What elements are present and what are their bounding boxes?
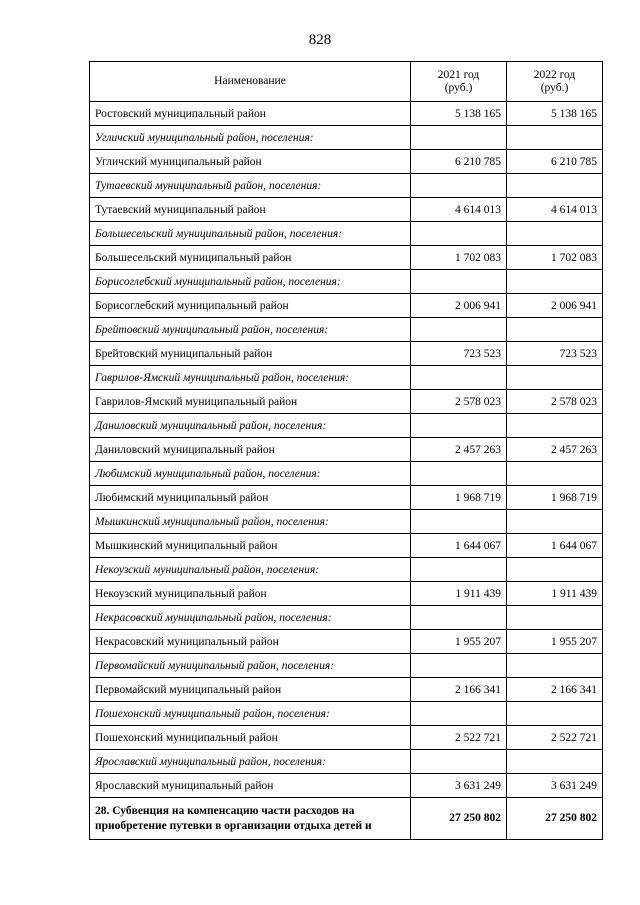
cell-2021	[411, 366, 507, 390]
table-row	[90, 390, 603, 414]
cell-2022: 2 578 023	[507, 390, 603, 414]
cell-2022: 6 210 785	[507, 150, 603, 174]
cell-name: Мышкинский муниципальный район	[90, 534, 411, 558]
table-row	[90, 102, 603, 126]
table-row-subheading	[90, 462, 603, 486]
table-header	[90, 62, 603, 102]
cell-2021	[411, 654, 507, 678]
cell-2021: 27 250 802	[411, 798, 507, 840]
table-row-total	[90, 798, 603, 840]
cell-name: Большесельский муниципальный район	[90, 246, 411, 270]
cell-2021: 2 522 721	[411, 726, 507, 750]
cell-name: Ярославский муниципальный район	[90, 774, 411, 798]
cell-name: Некоузский муниципальный район	[90, 582, 411, 606]
cell-2021	[411, 462, 507, 486]
cell-2021: 3 631 249	[411, 774, 507, 798]
table-row	[90, 486, 603, 510]
cell-2021: 1 968 719	[411, 486, 507, 510]
cell-2021	[411, 750, 507, 774]
cell-2022: 1 968 719	[507, 486, 603, 510]
cell-name: Даниловский муниципальный район	[90, 438, 411, 462]
cell-2021: 1 955 207	[411, 630, 507, 654]
cell-name: 28. Субвенция на компенсацию части расходов на приобретение путевки в организации отдыха детей и	[90, 798, 411, 840]
cell-2021	[411, 702, 507, 726]
cell-name: Первомайский муниципальный район	[90, 678, 411, 702]
cell-2022: 27 250 802	[507, 798, 603, 840]
cell-2022: 2 006 941	[507, 294, 603, 318]
table-row	[90, 438, 603, 462]
table-row	[90, 150, 603, 174]
table-row-subheading	[90, 654, 603, 678]
cell-2022: 1 955 207	[507, 630, 603, 654]
cell-name: Угличский муниципальный район, поселения:	[90, 126, 411, 150]
cell-2022: 4 614 013	[507, 198, 603, 222]
table-row	[90, 774, 603, 798]
cell-2022	[507, 462, 603, 486]
table-body	[90, 102, 603, 840]
table-row	[90, 678, 603, 702]
cell-2022	[507, 606, 603, 630]
cell-2022	[507, 750, 603, 774]
cell-name: Любимский муниципальный район	[90, 486, 411, 510]
cell-name: Гаврилов-Ямский муниципальный район	[90, 390, 411, 414]
cell-2021: 4 614 013	[411, 198, 507, 222]
table-row-subheading	[90, 174, 603, 198]
cell-2021	[411, 606, 507, 630]
cell-2021: 1 911 439	[411, 582, 507, 606]
page-number: 828	[308, 32, 332, 48]
header-year-2022-label: 2022 год	[533, 68, 576, 81]
cell-2022	[507, 318, 603, 342]
table-row-subheading	[90, 558, 603, 582]
cell-2021: 723 523	[411, 342, 507, 366]
header-year-2021-unit: (руб.)	[444, 81, 473, 94]
table-row-subheading	[90, 414, 603, 438]
table-row	[90, 198, 603, 222]
cell-2022: 2 522 721	[507, 726, 603, 750]
table-row	[90, 294, 603, 318]
cell-name: Борисоглебский муниципальный район, поселения:	[90, 270, 411, 294]
cell-name: Большесельский муниципальный район, поселения:	[90, 222, 411, 246]
cell-2021	[411, 558, 507, 582]
cell-2022: 3 631 249	[507, 774, 603, 798]
table-row-subheading	[90, 750, 603, 774]
cell-name: Тутаевский муниципальный район	[90, 198, 411, 222]
table-row-subheading	[90, 318, 603, 342]
cell-2022	[507, 558, 603, 582]
cell-2021	[411, 126, 507, 150]
cell-2021	[411, 414, 507, 438]
cell-2022: 2 457 263	[507, 438, 603, 462]
cell-2021	[411, 222, 507, 246]
table-row-subheading	[90, 510, 603, 534]
table-row-subheading	[90, 222, 603, 246]
budget-table	[89, 61, 603, 840]
cell-name: Пошехонский муниципальный район, поселения:	[90, 702, 411, 726]
cell-2022: 1 911 439	[507, 582, 603, 606]
cell-name: Даниловский муниципальный район, поселения:	[90, 414, 411, 438]
cell-2021: 1 644 067	[411, 534, 507, 558]
table-row-subheading	[90, 270, 603, 294]
cell-2022	[507, 174, 603, 198]
header-year-2021	[411, 62, 507, 102]
cell-name: Пошехонский муниципальный район	[90, 726, 411, 750]
cell-name: Тутаевский муниципальный район, поселения:	[90, 174, 411, 198]
cell-2021: 5 138 165	[411, 102, 507, 126]
cell-2021: 2 457 263	[411, 438, 507, 462]
cell-2021: 6 210 785	[411, 150, 507, 174]
cell-name: Первомайский муниципальный район, поселения:	[90, 654, 411, 678]
cell-2022: 2 166 341	[507, 678, 603, 702]
header-year-2022-unit: (руб.)	[540, 81, 569, 94]
cell-2021: 1 702 083	[411, 246, 507, 270]
header-year-2022	[507, 62, 603, 102]
cell-2022: 1 702 083	[507, 246, 603, 270]
cell-name: Некрасовский муниципальный район	[90, 630, 411, 654]
cell-2022	[507, 702, 603, 726]
cell-name: Брейтовский муниципальный район	[90, 342, 411, 366]
cell-2022: 723 523	[507, 342, 603, 366]
cell-name: Борисоглебский муниципальный район	[90, 294, 411, 318]
header-name: Наименование	[90, 62, 411, 102]
table-row-subheading	[90, 366, 603, 390]
cell-2021: 2 006 941	[411, 294, 507, 318]
cell-2022	[507, 270, 603, 294]
cell-2022	[507, 654, 603, 678]
cell-2022: 5 138 165	[507, 102, 603, 126]
cell-2021: 2 578 023	[411, 390, 507, 414]
cell-2022	[507, 414, 603, 438]
cell-name: Ростовский муниципальный район	[90, 102, 411, 126]
cell-name: Любимский муниципальный район, поселения:	[90, 462, 411, 486]
table-row	[90, 246, 603, 270]
cell-2022	[507, 126, 603, 150]
cell-2021: 2 166 341	[411, 678, 507, 702]
table-row	[90, 726, 603, 750]
cell-2022: 1 644 067	[507, 534, 603, 558]
cell-name: Ярославский муниципальный район, поселения:	[90, 750, 411, 774]
cell-name: Гаврилов-Ямский муниципальный район, поселения:	[90, 366, 411, 390]
cell-name: Мышкинский муниципальный район, поселения:	[90, 510, 411, 534]
cell-2021	[411, 270, 507, 294]
cell-name: Некрасовский муниципальный район, поселения:	[90, 606, 411, 630]
cell-2021	[411, 174, 507, 198]
cell-2022	[507, 366, 603, 390]
table-row	[90, 342, 603, 366]
cell-2021	[411, 318, 507, 342]
table-row	[90, 582, 603, 606]
table-row	[90, 630, 603, 654]
cell-name: Некоузский муниципальный район, поселения:	[90, 558, 411, 582]
table-row-subheading	[90, 606, 603, 630]
table-row	[90, 534, 603, 558]
cell-name: Угличский муниципальный район	[90, 150, 411, 174]
cell-2022	[507, 222, 603, 246]
header-year-2021-label: 2021 год	[437, 68, 480, 81]
table-row-subheading	[90, 702, 603, 726]
cell-2022	[507, 510, 603, 534]
cell-2021	[411, 510, 507, 534]
cell-name: Брейтовский муниципальный район, поселения:	[90, 318, 411, 342]
table-row-subheading	[90, 126, 603, 150]
